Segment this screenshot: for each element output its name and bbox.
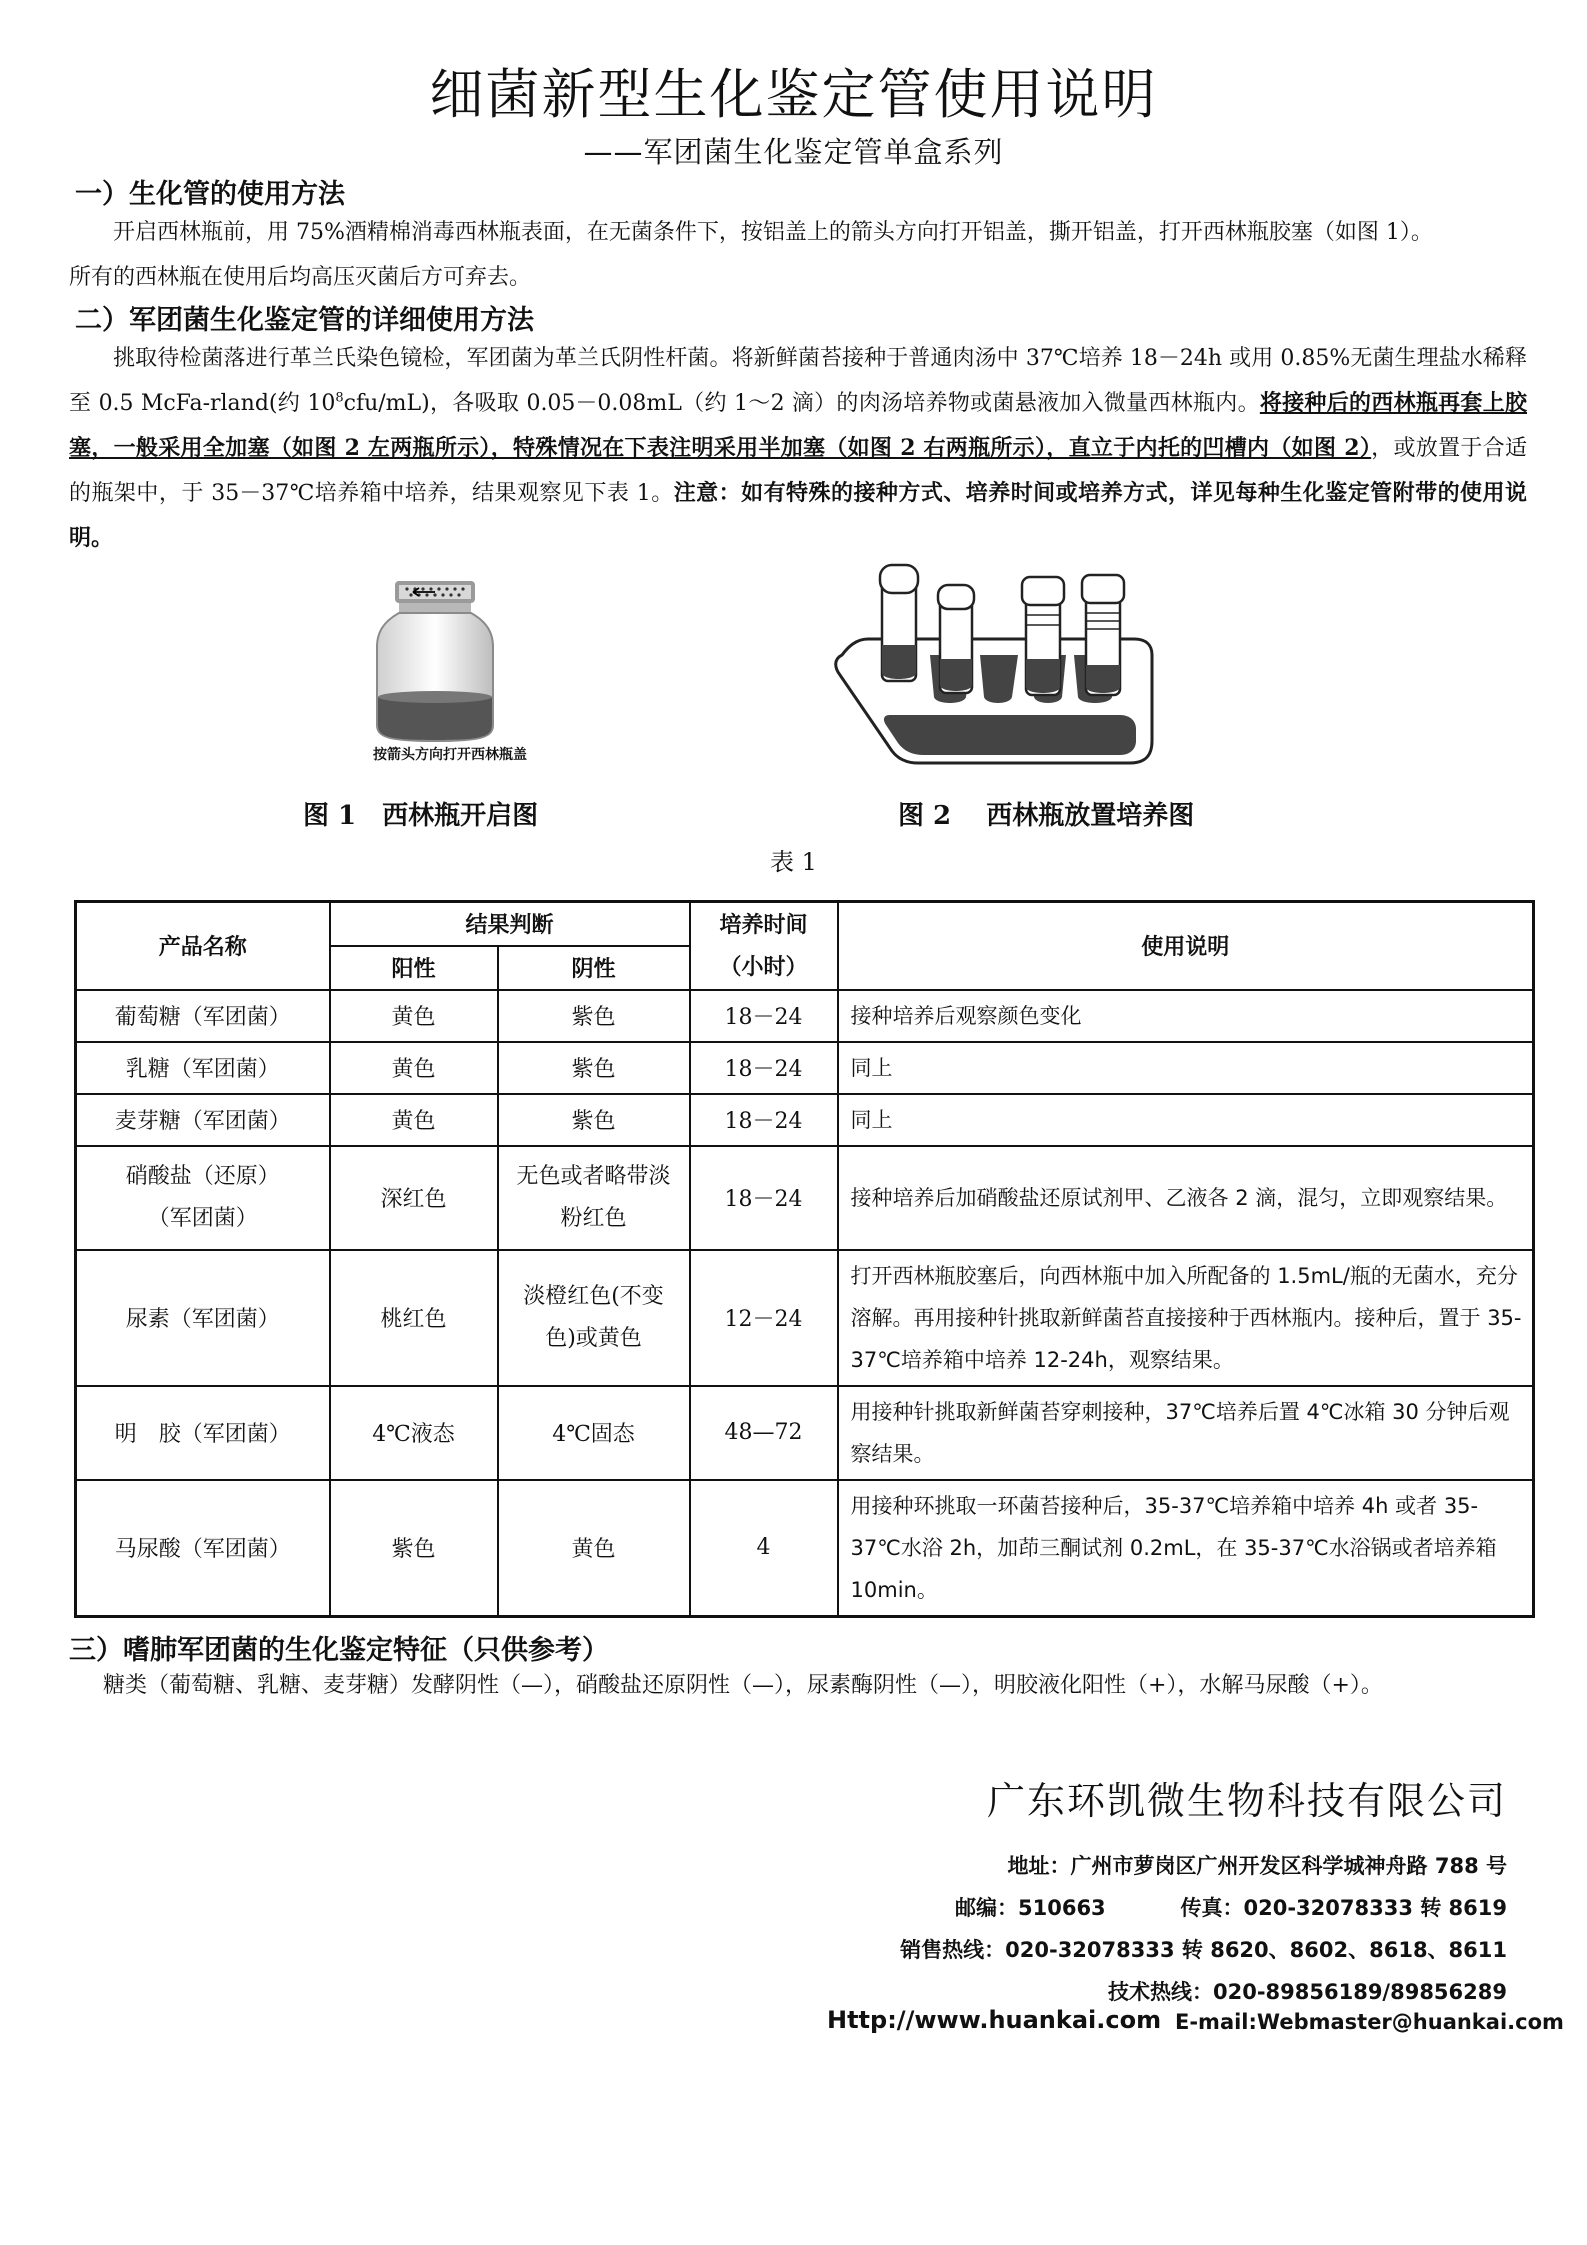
cell-usage: 用接种针挑取新鲜菌苔穿刺接种，37℃培养后置 4℃冰箱 30 分钟后观察结果。 — [838, 1386, 1534, 1480]
company-address: 地址：广州市萝岗区广州开发区科学城神舟路 788 号 — [1007, 1854, 1507, 1878]
figure1-inline-caption: 按箭头方向打开西林瓶盖 — [373, 747, 527, 763]
section3-heading: 三）嗜肺军团菌的生化鉴定特征（只供参考） — [69, 1635, 609, 1666]
cell-time: 18－24 — [690, 1042, 838, 1094]
cell-negative: 紫色 — [498, 1094, 690, 1146]
cell-negative — [498, 1146, 690, 1250]
cell-name: 马尿酸（军团菌） — [76, 1480, 330, 1617]
cell-negative: 4℃固态 — [498, 1386, 690, 1480]
company-postcode: 邮编：510663 — [955, 1896, 1106, 1920]
header-positive: 阳性 — [330, 946, 498, 990]
header-time-line2: （小时） — [719, 953, 808, 980]
cell-negative-line1: 淡橙红色(不变 — [523, 1283, 664, 1309]
cell-name: 麦芽糖（军团菌） — [76, 1094, 330, 1146]
results-table — [74, 900, 1535, 1618]
cell-time: 48—72 — [690, 1386, 838, 1480]
cell-name-line2: （军团菌） — [147, 1205, 258, 1231]
section2-heading: 二）军团菌生化鉴定管的详细使用方法 — [75, 305, 534, 336]
section2-p1b: cfu/mL)，各吸取 0.05－0.08mL（约 1～2 滴）的肉汤培养物或菌悬液加入微量西林瓶内。 — [343, 391, 1260, 416]
header-usage: 使用说明 — [838, 902, 1534, 990]
cell-positive: 紫色 — [330, 1480, 498, 1617]
cell-time: 18－24 — [690, 1094, 838, 1146]
cell-positive: 黄色 — [330, 1042, 498, 1094]
cell-time: 18－24 — [690, 990, 838, 1042]
vial-opening-illustration — [355, 575, 515, 765]
cell-positive: 桃红色 — [330, 1250, 498, 1386]
cell-negative: 黄色 — [498, 1480, 690, 1617]
vial-tray-illustration — [830, 555, 1160, 770]
page-subtitle: ——军团菌生化鉴定管单盒系列 — [583, 135, 1004, 169]
page-title: 细菌新型生化鉴定管使用说明 — [429, 63, 1158, 126]
cell-negative: 紫色 — [498, 1042, 690, 1094]
table-row — [76, 1094, 1534, 1146]
cell-negative-line2: 粉红色 — [560, 1205, 627, 1231]
cell-usage: 用接种环挑取一环菌苔接种后，35-37℃培养箱中培养 4h 或者 35-37℃水浴 2h，加茚三酮试剂 0.2mL，在 35-37℃水浴锅或者培养箱 10min。 — [838, 1480, 1534, 1617]
cell-time: 18－24 — [690, 1146, 838, 1250]
section2-text — [69, 336, 1527, 561]
cell-time: 12－24 — [690, 1250, 838, 1386]
cell-name — [76, 1146, 330, 1250]
header-time-line1: 培养时间 — [719, 911, 808, 938]
table-header-row — [76, 902, 1534, 946]
section2-superscript: 8 — [335, 390, 344, 406]
header-negative: 阴性 — [498, 946, 690, 990]
table-row — [76, 1146, 1534, 1250]
table-caption: 表 1 — [770, 848, 817, 876]
company-name: 广东环凯微生物科技有限公司 — [986, 1779, 1507, 1823]
cell-usage: 同上 — [838, 1094, 1534, 1146]
cell-negative-line1: 无色或者略带淡 — [516, 1163, 671, 1189]
cell-negative — [498, 1250, 690, 1386]
header-result: 结果判断 — [330, 902, 690, 946]
cell-positive: 深红色 — [330, 1146, 498, 1250]
table-row — [76, 1250, 1534, 1386]
cell-usage: 同上 — [838, 1042, 1534, 1094]
cell-negative: 紫色 — [498, 990, 690, 1042]
cell-usage: 接种培养后加硝酸盐还原试剂甲、乙液各 2 滴，混匀，立即观察结果。 — [838, 1146, 1534, 1250]
section1-text — [69, 210, 1527, 300]
company-fax: 传真：020-32078333 转 8619 — [1180, 1896, 1507, 1920]
section2-p1c: ，或放置于合适的瓶架中，于 35－37℃培养箱中培养，结果观察见下表 1。 — [69, 436, 1527, 506]
cell-name-line1: 硝酸盐（还原） — [125, 1163, 280, 1189]
cell-time: 4 — [690, 1480, 838, 1617]
cell-usage: 打开西林瓶胶塞后，向西林瓶中加入所配备的 1.5mL/瓶的无菌水，充分溶解。再用接种针挑取新鲜菌苔直接接种于西林瓶内。接种后，置于 35-37℃培养箱中培养 12-24h，观察结果。 — [838, 1250, 1534, 1386]
cell-positive: 黄色 — [330, 1094, 498, 1146]
website-link[interactable]: Http://www.huankai.com — [827, 2006, 1162, 2034]
table-row — [76, 1386, 1534, 1480]
figure2-label: 图 2 西林瓶放置培养图 — [898, 801, 1195, 831]
figure1-label: 图 1 西林瓶开启图 — [303, 801, 539, 831]
section3-text: 糖类（葡萄糖、乳糖、麦芽糖）发酵阴性（—），硝酸盐还原阴性（—），尿素酶阴性（—），明胶液化阳性（+），水解马尿酸（+）。 — [103, 1673, 1383, 1698]
cell-positive: 黄色 — [330, 990, 498, 1042]
section1-heading: 一）生化管的使用方法 — [75, 179, 345, 210]
cell-usage: 接种培养后观察颜色变化 — [838, 990, 1534, 1042]
cell-name: 尿素（军团菌） — [76, 1250, 330, 1386]
section2-p1a: 挑取待检菌落进行革兰氏染色镜检，军团菌为革兰氏阴性杆菌。将新鲜菌苔接种于普通肉汤中 37℃培养 18－24h 或用 0.85%无菌生理盐水稀释至 0.5 McFa-rland(约 10 — [69, 346, 1527, 416]
sales-hotline: 销售热线：020-32078333 转 8620、8602、8618、8611 — [900, 1938, 1507, 1962]
cell-negative-line2: 色)或黄色 — [545, 1325, 642, 1351]
table-row — [76, 1480, 1534, 1617]
table-row — [76, 990, 1534, 1042]
header-product-name: 产品名称 — [76, 902, 330, 990]
header-culture-time — [690, 902, 838, 990]
tech-hotline: 技术热线：020-89856189/89856289 — [1107, 1980, 1507, 2004]
cell-name: 明 胶（军团菌） — [76, 1386, 330, 1480]
section2-note: 注意：如有特殊的接种方式、培养时间或培养方式，详见每种生化鉴定管附带的使用说明。 — [69, 480, 1527, 551]
section1-line2: 所有的西林瓶在使用后均高压灭菌后方可弃去。 — [69, 265, 532, 290]
section2-bold-underlined: 将接种后的西林瓶再套上胶塞，一般采用全加塞（如图 2 左两瓶所示），特殊情况在下表注明采用半加塞（如图 2 右两瓶所示），直立于内托的凹槽内（如图 2） — [69, 390, 1527, 461]
cell-name: 乳糖（军团菌） — [76, 1042, 330, 1094]
table-row — [76, 1042, 1534, 1094]
cell-name: 葡萄糖（军团菌） — [76, 990, 330, 1042]
section1-line1: 开启西林瓶前，用 75%酒精棉消毒西林瓶表面，在无菌条件下，按铝盖上的箭头方向打开铝盖，撕开铝盖，打开西林瓶胶塞（如图 1）。 — [113, 220, 1433, 245]
email-link[interactable]: E-mail:Webmaster@huankai.com — [1175, 2010, 1564, 2034]
cell-positive: 4℃液态 — [330, 1386, 498, 1480]
